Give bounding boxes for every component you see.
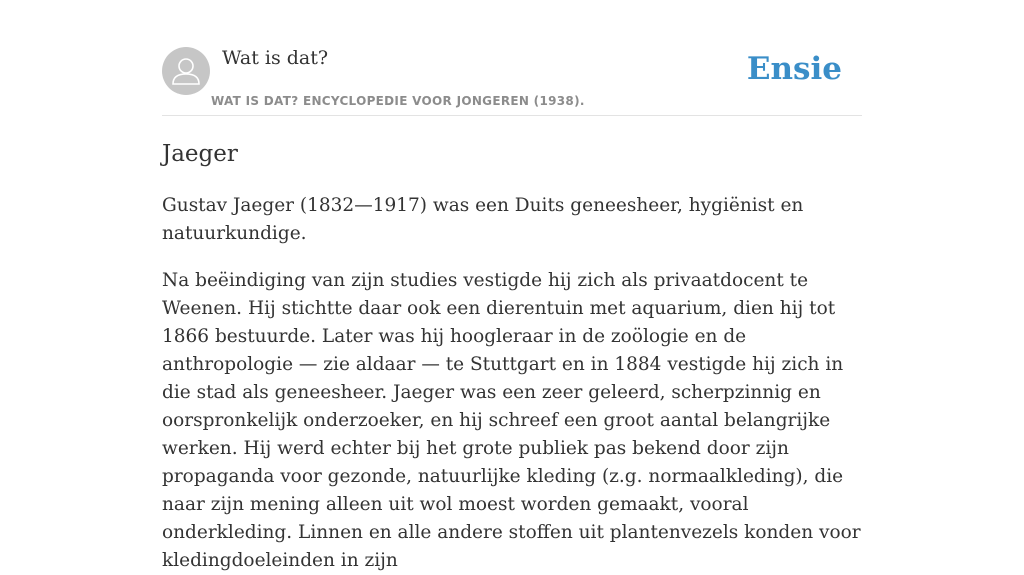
article-content [162,138,864,575]
user-avatar-icon[interactable] [162,47,210,95]
ensie-logo-link[interactable]: Ensie [746,51,842,87]
source-header [162,46,862,116]
article-paragraph: Gustav Jaeger (1832—1917) was een Duits geneesheer, hygiënist en natuurkundige. [162,195,804,244]
source-title[interactable]: Wat is dat? [222,47,329,69]
source-subtitle: WAT IS DAT? ENCYCLOPEDIE VOOR JONGEREN (1938). [211,94,585,108]
article-title: Jaeger [162,141,238,167]
article-paragraph: Na beëindiging van zijn studies vestigde hij zich als privaatdocent te Weenen. Hij stichtte daar ook een dierentuin met aquarium, dien hij tot 1866 bestuurde. Later was hij hoogleraar in de zoölogie en de anthropologie — zie aldaar — te Stuttgart en in 1884 vestigde hij zich in die stad als geneesheer. Jaeger was een zeer geleerd, scherpzinnig en oorspronkelijk onderzoeker, en hij schreef een groot aantal belangrijke werken. Hij werd echter bij het grote publiek pas bekend door zijn propaganda voor gezonde, natuurlijke kleding (z.g. normaalkleding), die naar zijn mening alleen uit wol moest worden gemaakt, vooral onderkleding. Linnen en alle andere stoffen uit plantenvezels konden voor kledingdoeleinden in zijn [162,270,861,571]
